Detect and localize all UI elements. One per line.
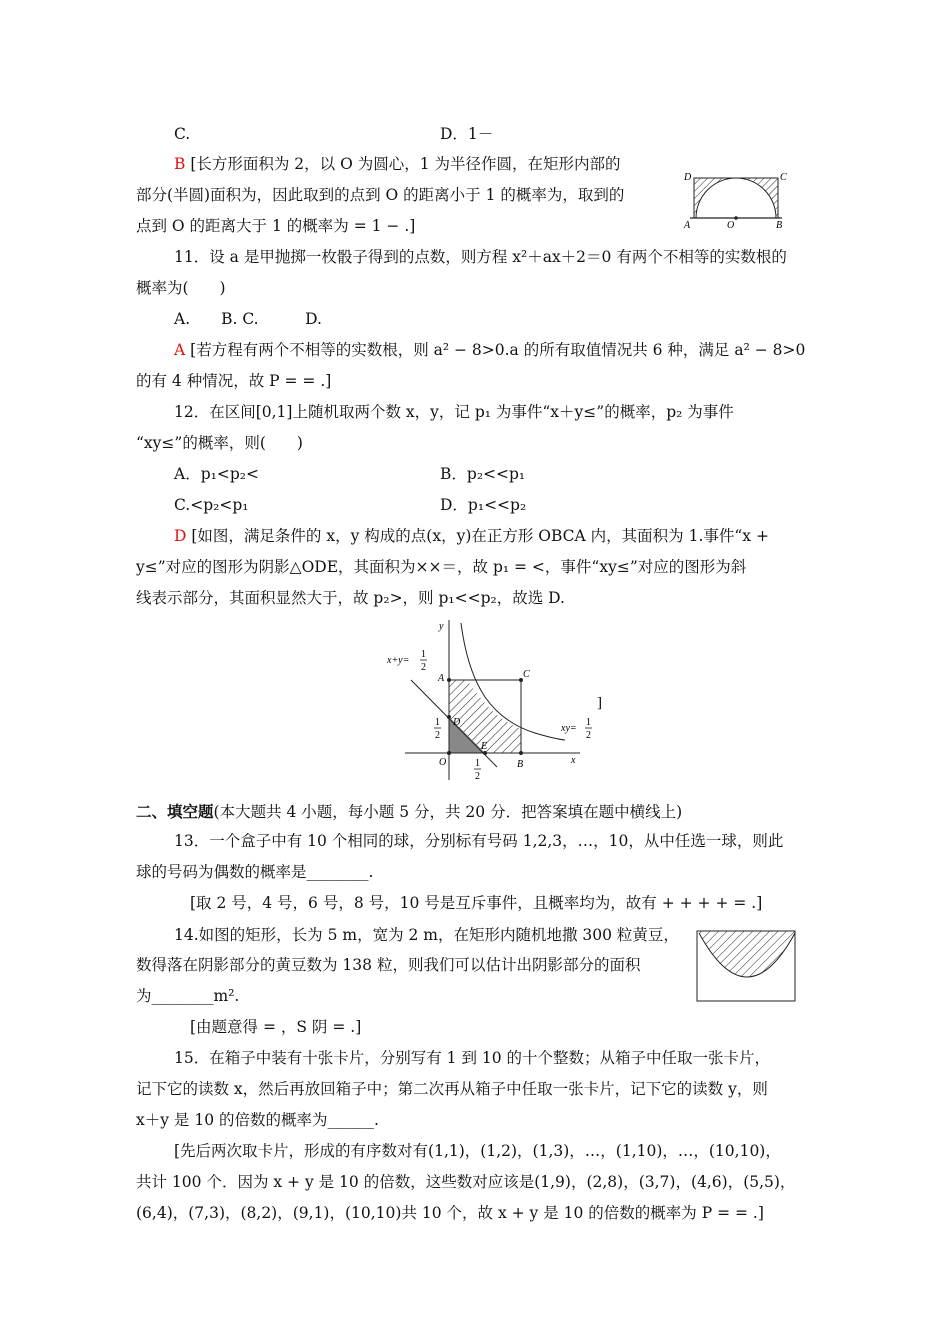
probability-square-figure [385, 615, 615, 785]
q11-stem-line1: 11．设 a 是甲抛掷一枚骰子得到的点数，则方程 x²＋ax＋2＝0 有两个不相等的实数根的 [174, 248, 787, 266]
fig12-label-e: E [481, 741, 488, 752]
q15-stem-line3: x＋y 是 10 的倍数的概率为______. [136, 1111, 379, 1129]
fig12-label-d: D [453, 717, 461, 728]
q14-stem-line1: 14.如图的矩形，长为 5 m，宽为 2 m，在矩形内随机地撒 300 粒黄豆， [174, 926, 679, 944]
fig12-prod-label: xy= [561, 723, 577, 734]
fig12-label-o: O [439, 757, 447, 768]
fig12-half-x-num: 1 [475, 758, 480, 769]
q12-option-d: D．p₁<<p₂ [440, 496, 527, 514]
fig12-prod-num: 1 [586, 717, 591, 728]
fig10-label-o: O [727, 220, 735, 231]
fig10-label-b: B [776, 220, 783, 231]
fig12-label-a: A [438, 673, 445, 684]
fig12-sum-den: 2 [421, 662, 426, 673]
q10-answer-letter: B [174, 155, 186, 173]
q15-answer-line3: (6,4)，(7,3)，(8,2)，(9,1)，(10,10)共 10 个，故 x + y 是 10 的倍数的概率为 P = = .] [136, 1204, 764, 1222]
q11-answer-line2: 的有 4 种情况，故 P = = .] [136, 372, 332, 390]
semicircle-rectangle-figure [682, 168, 792, 230]
q10-answer-line1 [174, 154, 621, 174]
fig10-label-d: D [684, 172, 692, 183]
fig12-half-x-den: 2 [475, 771, 480, 782]
q12-stem-line2: “xy≤”的概率，则( ) [136, 434, 303, 452]
fig12-half-y-num: 1 [435, 717, 440, 728]
parabola-rectangle-figure [695, 929, 805, 1005]
q12-answer-line3: 线表示部分，其面积显然大于，故 p₂>，则 p₁<<p₂，故选 D. [136, 589, 565, 607]
q13-stem-line2: 球的号码为偶数的概率是________. [136, 863, 374, 881]
q11-answer-letter: A [174, 341, 186, 359]
section-2-heading [136, 802, 682, 822]
q14-answer: [由题意得 = ，S 阴 = .] [190, 1018, 362, 1036]
q10-answer-text1: [长方形面积为 2，以 O 为圆心，1 为半径作圆，在矩形内部的 [190, 155, 621, 173]
q12-option-b: B．p₂<<p₁ [440, 465, 526, 483]
fig12-half-y-den: 2 [435, 730, 440, 741]
q13-answer: [取 2 号，4 号，6 号，8 号，10 号是互斥事件，且概率均为，故有 + + + + = .] [190, 894, 763, 912]
q12-answer-line2: y≤”对应的图形为阴影△ODE，其面积为××＝，故 p₁ = <，事件“xy≤”对应的图形为斜 [136, 558, 747, 576]
fig12-close-bracket: ] [597, 695, 602, 711]
q11-answer-line1 [174, 340, 805, 360]
q15-answer-line2: 共计 100 个．因为 x + y 是 10 的倍数，这些数对应该是(1,9)，(2,8)，(3,7)，(4,6)，(5,5)， [136, 1173, 796, 1191]
fig12-sum-label: x+y= [387, 655, 410, 666]
q11-stem-line2: 概率为( ) [136, 279, 226, 297]
q10-option-c: C. [174, 125, 191, 143]
fig12-prod-den: 2 [586, 730, 591, 741]
fig12-axis-x: x [571, 755, 576, 766]
fig10-label-a: A [684, 220, 691, 231]
q12-option-a: A．p₁<p₂< [174, 465, 259, 483]
q10-answer-line3: 点到 O 的距离大于 1 的概率为 = 1 − .] [136, 217, 416, 235]
fig10-label-c: C [780, 172, 787, 183]
q10-option-d: D．1－ [440, 125, 494, 143]
section-2-desc: (本大题共 4 小题，每小题 5 分，共 20 分．把答案填在题中横线上) [213, 803, 683, 821]
q15-stem-line1: 15．在箱子中装有十张卡片，分别写有 1 到 10 的十个整数；从箱子中任取一张卡片， [174, 1049, 771, 1067]
fig12-label-b: B [517, 759, 524, 770]
q12-stem-line1: 12．在区间[0,1]上随机取两个数 x，y，记 p₁ 为事件“x＋y≤”的概率，p₂ 为事件 [174, 403, 734, 421]
q12-answer-line1 [174, 526, 769, 546]
q13-stem-line1: 13．一个盒子中有 10 个相同的球，分别标有号码 1,2,3，…，10，从中任选一球，则此 [174, 832, 784, 850]
q12-answer-letter: D [174, 527, 187, 545]
fig12-axis-y: y [439, 621, 444, 632]
q12-option-c: C.<p₂<p₁ [174, 496, 249, 514]
q14-stem-line2: 数得落在阴影部分的黄豆数为 138 粒，则我们可以估计出阴影部分的面积 [136, 956, 641, 974]
fig12-sum-num: 1 [421, 649, 426, 660]
q11-answer-text1: [若方程有两个不相等的实数根，则 a² − 8>0.a 的所有取值情况共 6 种，满足 a² − 8>0 [190, 341, 806, 359]
q12-answer-text1: [如图，满足条件的 x，y 构成的点(x，y)在正方形 OBCA 内，其面积为 1.事件“x + [191, 527, 769, 545]
q10-answer-line2: 部分(半圆)面积为，因此取到的点到 O 的距离小于 1 的概率为，取到的 [136, 186, 625, 204]
q15-answer-line1: [先后两次取卡片，形成的有序数对有(1,1)，(1,2)，(1,3)，…，(1,10)，…，(10,10)， [174, 1142, 781, 1160]
q11-options: A. B. C. D. [174, 310, 322, 328]
fig12-label-c: C [523, 669, 530, 680]
q14-stem-line3: 为________m². [136, 987, 240, 1005]
q15-stem-line2: 记下它的读数 x，然后再放回箱子中；第二次再从箱子中任取一张卡片，记下它的读数 y，则 [136, 1080, 768, 1098]
section-2-title: 二、填空题 [136, 802, 214, 821]
